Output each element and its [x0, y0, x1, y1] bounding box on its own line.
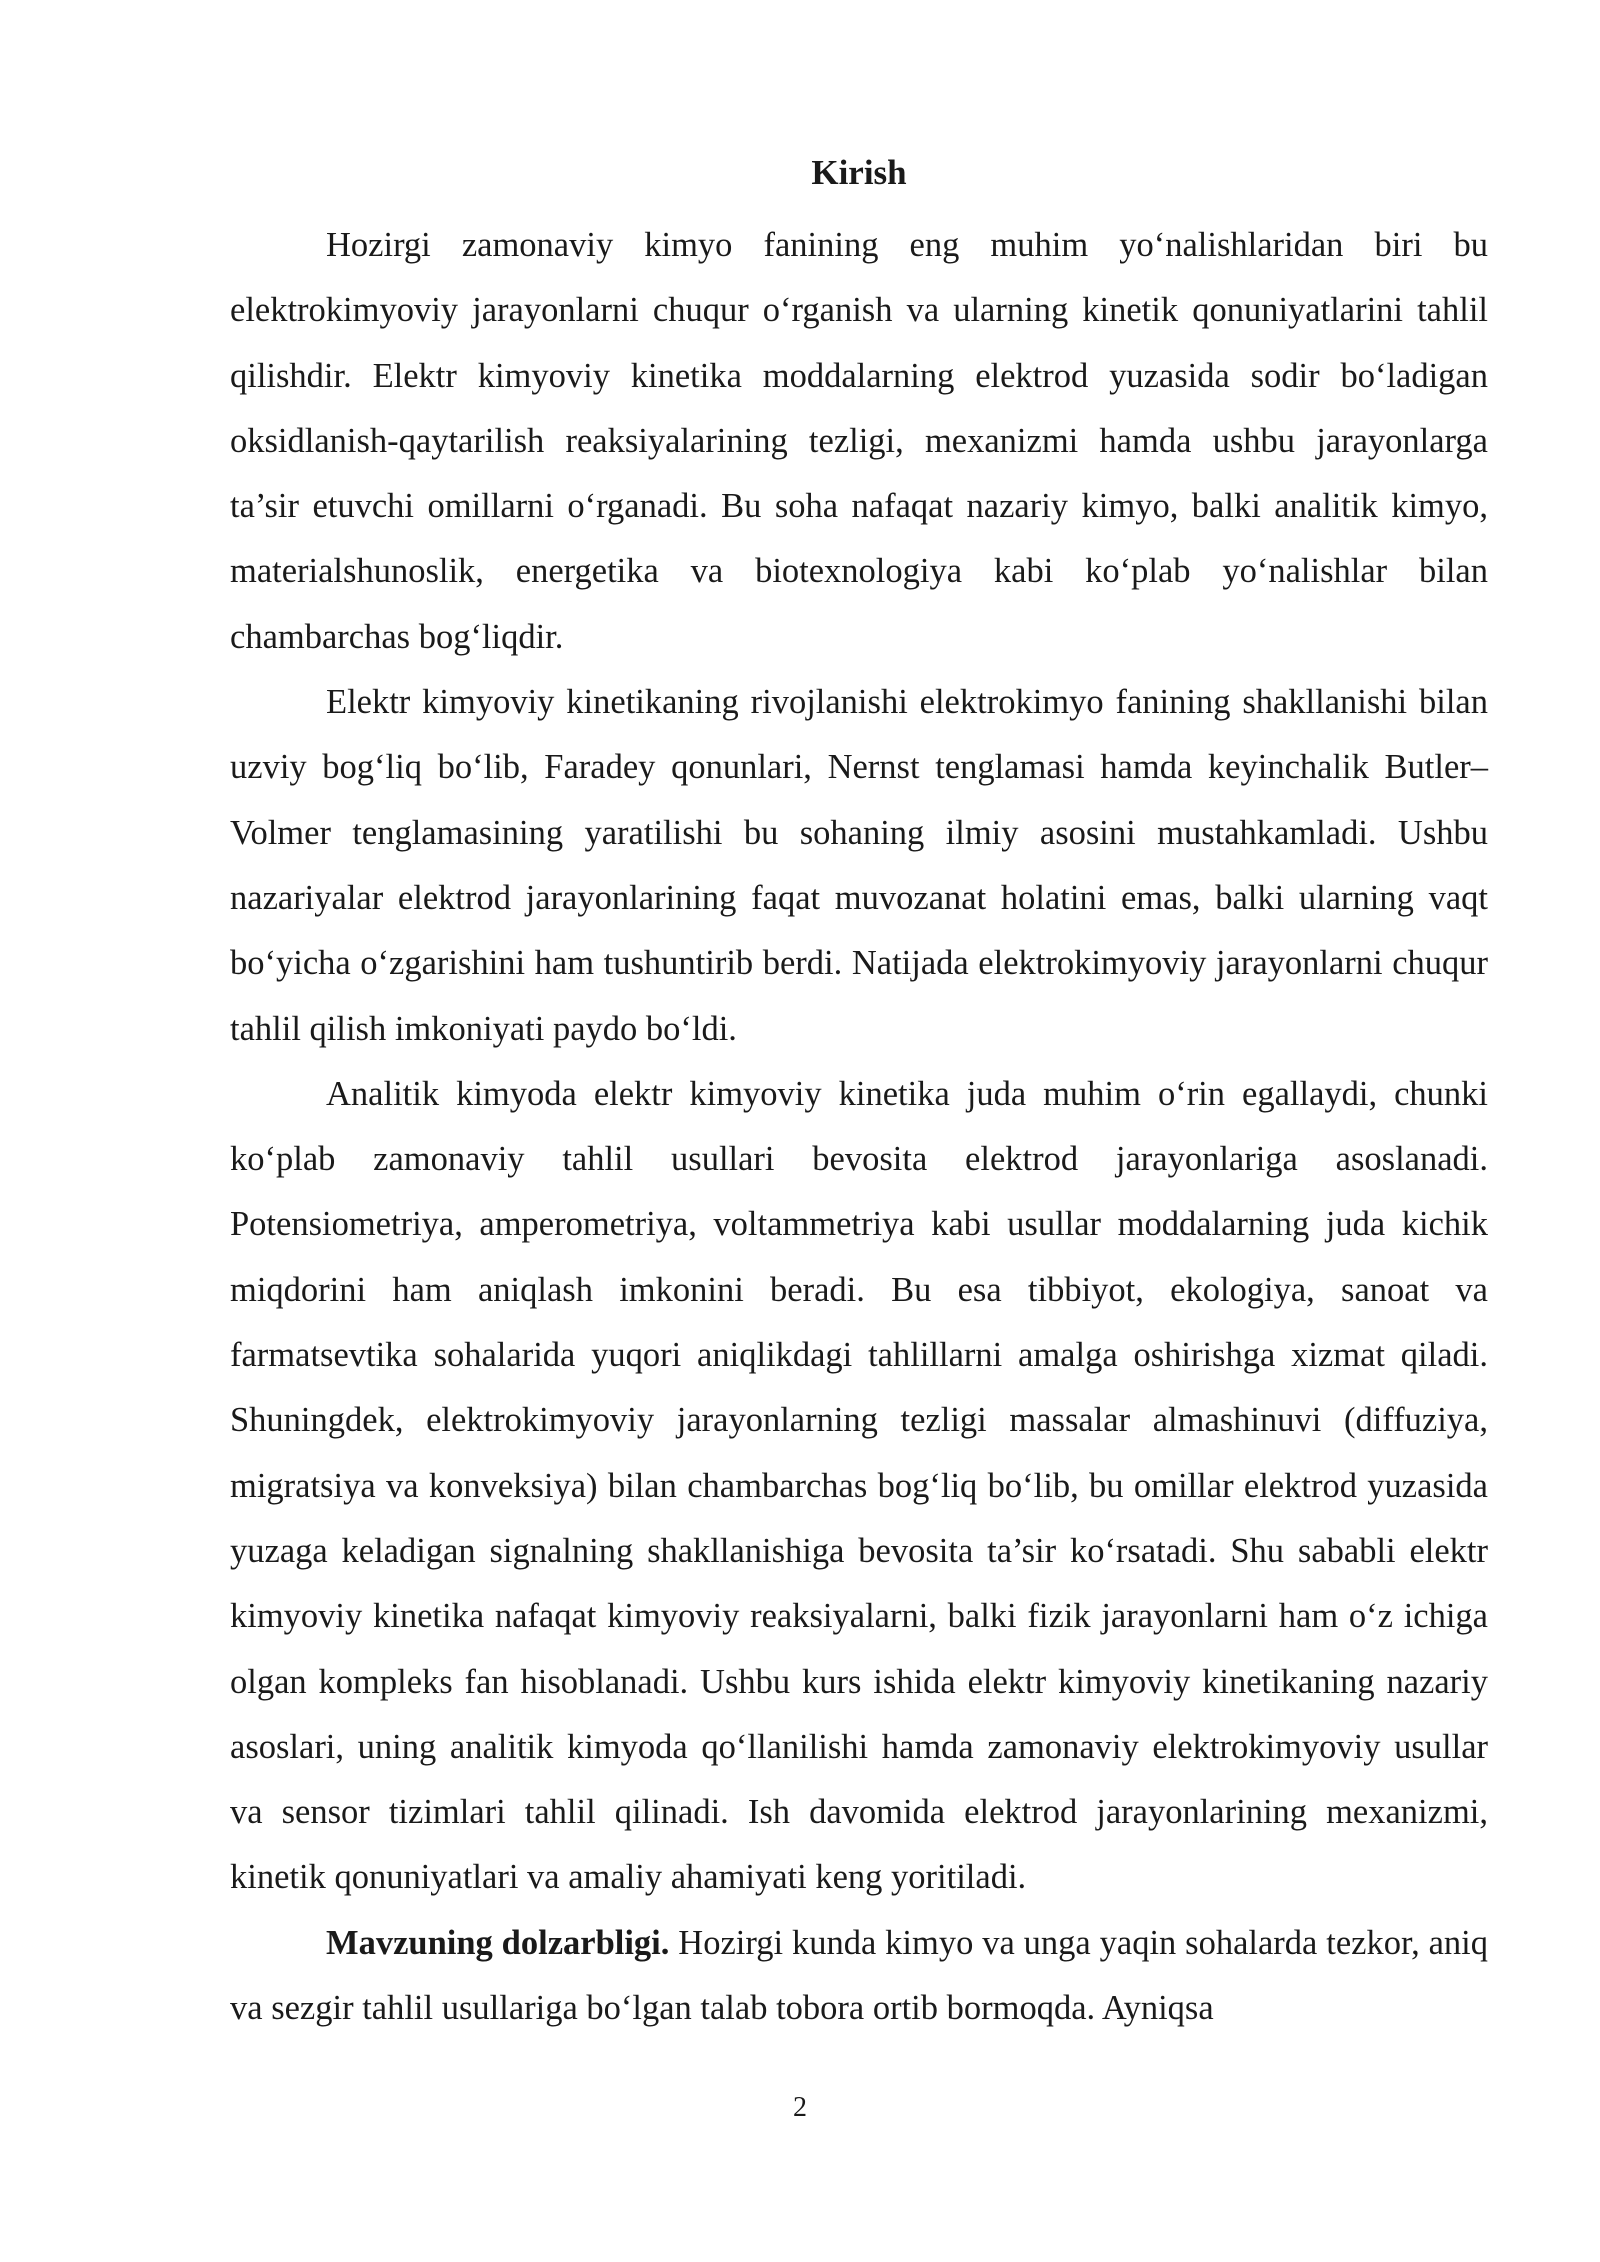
page-content	[230, 148, 1488, 2041]
paragraph-relevance	[230, 1911, 1488, 2042]
section-title: Kirish	[811, 153, 907, 192]
relevance-heading: Mavzuning dolzarbligi.	[326, 1923, 670, 1962]
relevance-text: Hozirgi kunda kimyo va unga yaqin sohalarda tezkor, aniq va sezgir tahlil usullariga bo‘lgan talab tobora ortib bormoqda. Ayniqsa	[230, 1923, 1488, 2028]
paragraph-history: Elektr kimyoviy kinetikaning rivojlanishi elektrokimyo fanining shakllanishi bilan uzviy bog‘liq bo‘lib, Faradey qonunlari, Nernst tenglamasi hamda keyinchalik Butler–Volmer tenglamasining yaratilishi bu sohaning ilmiy asosini mustahkamladi. Ushbu nazariyalar elektrod jarayonlarining faqat muvozanat holatini emas, balki ularning vaqt bo‘yicha o‘zgarishini ham tushuntirib berdi. Natijada elektrokimyoviy jarayonlarni chuqur tahlil qilish imkoniyati paydo bo‘ldi.	[230, 683, 1488, 1048]
paragraph-analytical-chemistry: Analitik kimyoda elektr kimyoviy kinetika juda muhim o‘rin egallaydi, chunki ko‘plab zamonaviy tahlil usullari bevosita elektrod jarayonlariga asoslanadi. Potensiometriya, amperometriya, voltammetriya kabi usullar moddalarning juda kichik miqdorini ham aniqlash imkonini beradi. Bu esa tibbiyot, ekologiya, sanoat va farmatsevtika sohalarida yuqori aniqlikdagi tahlillarni amalga oshirishga xizmat qiladi. Shuningdek, elektrokimyoviy jarayonlarning tezligi massalar almashinuvi (diffuziya, migratsiya va konveksiya) bilan chambarchas bog‘liq bo‘lib, bu omillar elektrod yuzasida yuzaga keladigan signalning shakllanishiga bevosita ta’sir ko‘rsatadi. Shu sababli elektr kimyoviy kinetika nafaqat kimyoviy reaksiyalarni, balki fizik jarayonlarni ham o‘z ichiga olgan kompleks fan hisoblanadi. Ushbu kurs ishida elektr kimyoviy kinetikaning nazariy asoslari, uning analitik kimyoda qo‘llanilishi hamda zamonaviy elektrokimyoviy usullar va sensor tizimlari tahlil qilinadi. Ish davomida elektrod jarayonlarining mexanizmi, kinetik qonuniyatlari va amaliy ahamiyati keng yoritiladi.	[230, 1074, 1488, 1897]
paragraph-intro: Hozirgi zamonaviy kimyo fanining eng muhim yo‘nalishlaridan biri bu elektrokimyoviy jarayonlarni chuqur o‘rganish va ularning kinetik qonuniyatlarini tahlil qilishdir. Elektr kimyoviy kinetika moddalarning elektrod yuzasida sodir bo‘ladigan oksidlanish-qaytarilish reaksiyalarining tezligi, mexanizmi hamda ushbu jarayonlarga ta’sir etuvchi omillarni o‘rganadi. Bu soha nafaqat nazariy kimyo, balki analitik kimyo, materialshunoslik, energetika va biotexnologiya kabi ko‘plab yo‘nalishlar bilan chambarchas bog‘liqdir.	[230, 226, 1488, 656]
page-number: 2	[793, 2092, 807, 2123]
